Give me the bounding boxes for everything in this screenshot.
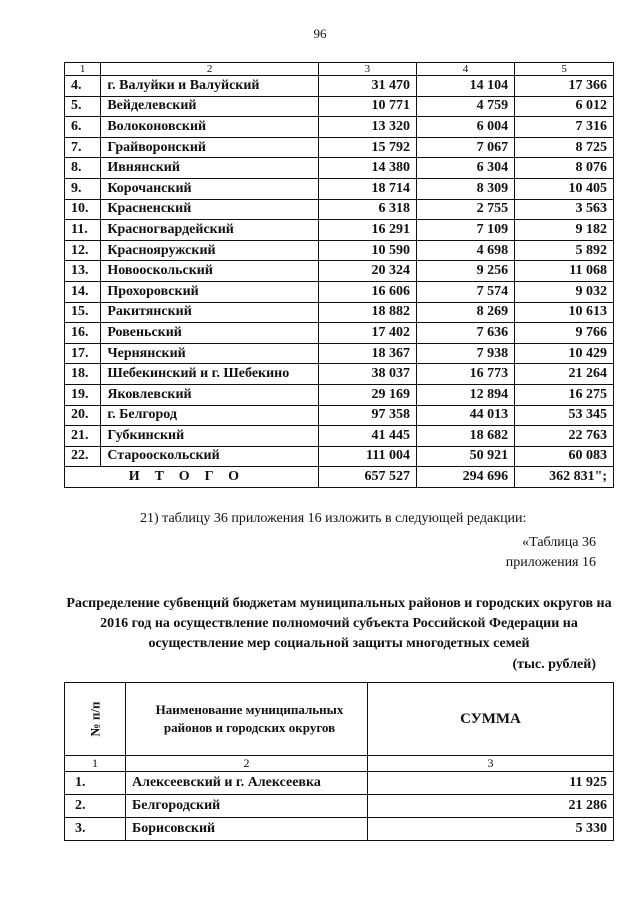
district-name: Вейделевский (101, 96, 318, 117)
district-name: Шебекинский и г. Шебекино (101, 364, 318, 385)
value-col4: 4 759 (416, 96, 514, 117)
column-index-row (65, 63, 614, 76)
table-row (65, 323, 614, 344)
value-col3: 111 004 (318, 446, 416, 467)
district-name: Белгородский (126, 795, 368, 818)
value-col5: 11 068 (515, 261, 614, 282)
total-col4: 294 696 (416, 467, 514, 488)
value-col4: 2 755 (416, 199, 514, 220)
row-number: 18. (65, 364, 101, 385)
distribution-table (64, 682, 614, 841)
district-name: Грайворонский (101, 137, 318, 158)
value-col3: 13 320 (318, 117, 416, 138)
district-name: Губкинский (101, 426, 318, 447)
value-col3: 10 590 (318, 240, 416, 261)
table-row (65, 117, 614, 138)
value-col4: 18 682 (416, 426, 514, 447)
amount: 5 330 (368, 818, 614, 841)
value-col3: 29 169 (318, 384, 416, 405)
table-row (65, 772, 614, 795)
total-label: ИТОГО (65, 467, 319, 488)
value-col4: 7 109 (416, 220, 514, 241)
district-name: Старооскольский (101, 446, 318, 467)
row-number: 3. (65, 818, 126, 841)
district-name: Ровеньский (101, 323, 318, 344)
value-col4: 7 938 (416, 343, 514, 364)
table-row (65, 818, 614, 841)
total-row (65, 467, 614, 488)
row-number: 8. (65, 158, 101, 179)
header-number: № п/п (87, 701, 102, 736)
value-col3: 31 470 (318, 76, 416, 97)
value-col3: 20 324 (318, 261, 416, 282)
table-row (65, 261, 614, 282)
district-name: Яковлевский (101, 384, 318, 405)
district-name: Чернянский (101, 343, 318, 364)
header-name: Наименование муниципальных районов и городских округов (126, 683, 368, 756)
distribution-index-row (65, 756, 614, 772)
row-number: 22. (65, 446, 101, 467)
value-col3: 17 402 (318, 323, 416, 344)
district-name: г. Валуйки и Валуйский (101, 76, 318, 97)
value-col4: 14 104 (416, 76, 514, 97)
district-name: Волоконовский (101, 117, 318, 138)
value-col5: 8 725 (515, 137, 614, 158)
table-row (65, 384, 614, 405)
value-col4: 44 013 (416, 405, 514, 426)
units-label: (тыс. рублей) (512, 657, 596, 672)
row-number: 12. (65, 240, 101, 261)
page-number: 96 (313, 26, 327, 41)
row-number: 7. (65, 137, 101, 158)
table-row (65, 364, 614, 385)
row-number: 20. (65, 405, 101, 426)
table-row (65, 137, 614, 158)
value-col5: 9 182 (515, 220, 614, 241)
value-col5: 60 083 (515, 446, 614, 467)
row-number: 4. (65, 76, 101, 97)
value-col3: 16 291 (318, 220, 416, 241)
value-col3: 14 380 (318, 158, 416, 179)
value-col4: 12 894 (416, 384, 514, 405)
row-number: 15. (65, 302, 101, 323)
table-row (65, 302, 614, 323)
table-row (65, 281, 614, 302)
value-col4: 7 636 (416, 323, 514, 344)
row-number: 19. (65, 384, 101, 405)
value-col3: 10 771 (318, 96, 416, 117)
value-col5: 10 429 (515, 343, 614, 364)
value-col4: 8 309 (416, 178, 514, 199)
amount: 21 286 (368, 795, 614, 818)
value-col5: 9 766 (515, 323, 614, 344)
value-col5: 8 076 (515, 158, 614, 179)
value-col3: 15 792 (318, 137, 416, 158)
value-col5: 9 032 (515, 281, 614, 302)
distribution-table-body (65, 683, 614, 841)
row-number: 5. (65, 96, 101, 117)
district-name: Ракитянский (101, 302, 318, 323)
total-col3: 657 527 (318, 467, 416, 488)
district-name: Новооскольский (101, 261, 318, 282)
value-col5: 5 892 (515, 240, 614, 261)
index-1: 1 (65, 756, 126, 772)
row-number: 14. (65, 281, 101, 302)
table-row (65, 220, 614, 241)
row-number: 2. (65, 795, 126, 818)
table-row (65, 405, 614, 426)
value-col3: 18 882 (318, 302, 416, 323)
table-row (65, 426, 614, 447)
column-index-4: 4 (416, 63, 514, 76)
district-name: Прохоровский (101, 281, 318, 302)
value-col3: 97 358 (318, 405, 416, 426)
value-col5: 17 366 (515, 76, 614, 97)
table-row (65, 76, 614, 97)
value-col5: 16 275 (515, 384, 614, 405)
header-sum: СУММА (368, 683, 614, 756)
column-index-1: 1 (65, 63, 101, 76)
value-col4: 16 773 (416, 364, 514, 385)
column-index-3: 3 (318, 63, 416, 76)
value-col3: 16 606 (318, 281, 416, 302)
value-col4: 6 304 (416, 158, 514, 179)
row-number: 6. (65, 117, 101, 138)
row-number: 13. (65, 261, 101, 282)
subsidy-table-body (65, 63, 614, 488)
amount: 11 925 (368, 772, 614, 795)
table-row (65, 795, 614, 818)
value-col4: 9 256 (416, 261, 514, 282)
edit-instruction: 21) таблицу 36 приложения 16 изложить в следующей редакции: (140, 511, 527, 526)
value-col5: 21 264 (515, 364, 614, 385)
district-name: Красненский (101, 199, 318, 220)
row-number: 1. (65, 772, 126, 795)
value-col5: 10 405 (515, 178, 614, 199)
value-col5: 22 763 (515, 426, 614, 447)
table-row (65, 240, 614, 261)
district-name: Ивнянский (101, 158, 318, 179)
value-col4: 8 269 (416, 302, 514, 323)
value-col5: 3 563 (515, 199, 614, 220)
value-col5: 53 345 (515, 405, 614, 426)
district-name: Алексеевский и г. Алексеевка (126, 772, 368, 795)
value-col3: 18 367 (318, 343, 416, 364)
district-name: Корочанский (101, 178, 318, 199)
table-row (65, 96, 614, 117)
value-col4: 6 004 (416, 117, 514, 138)
row-number: 11. (65, 220, 101, 241)
value-col4: 4 698 (416, 240, 514, 261)
table-row (65, 178, 614, 199)
table-row (65, 446, 614, 467)
value-col5: 6 012 (515, 96, 614, 117)
district-name: г. Белгород (101, 405, 318, 426)
row-number: 21. (65, 426, 101, 447)
total-col5: 362 831"; (515, 467, 614, 488)
table-row (65, 343, 614, 364)
value-col5: 7 316 (515, 117, 614, 138)
value-col3: 18 714 (318, 178, 416, 199)
subsidy-table-continued (64, 62, 614, 488)
row-number: 9. (65, 178, 101, 199)
district-name: Борисовский (126, 818, 368, 841)
value-col4: 7 574 (416, 281, 514, 302)
index-3: 3 (368, 756, 614, 772)
table-row (65, 158, 614, 179)
value-col3: 6 318 (318, 199, 416, 220)
table-reference-line2: приложения 16 (505, 555, 596, 570)
value-col4: 50 921 (416, 446, 514, 467)
index-2: 2 (126, 756, 368, 772)
column-index-5: 5 (515, 63, 614, 76)
district-name: Красногвардейский (101, 220, 318, 241)
table-reference-line1: «Таблица 36 (522, 535, 596, 550)
table-row (65, 199, 614, 220)
value-col3: 41 445 (318, 426, 416, 447)
row-number: 10. (65, 199, 101, 220)
row-number: 16. (65, 323, 101, 344)
value-col5: 10 613 (515, 302, 614, 323)
column-index-2: 2 (101, 63, 318, 76)
row-number: 17. (65, 343, 101, 364)
header-number-cell (65, 683, 126, 756)
distribution-header-row (65, 683, 614, 756)
district-name: Краснояружский (101, 240, 318, 261)
value-col3: 38 037 (318, 364, 416, 385)
table-title: Распределение субвенций бюджетам муниципальных районов и городских округов на 2016 год на осуществление полномочий субъекта Российской Федерации на осуществление мер социальной защиты многодетных семей (66, 596, 612, 651)
value-col4: 7 067 (416, 137, 514, 158)
